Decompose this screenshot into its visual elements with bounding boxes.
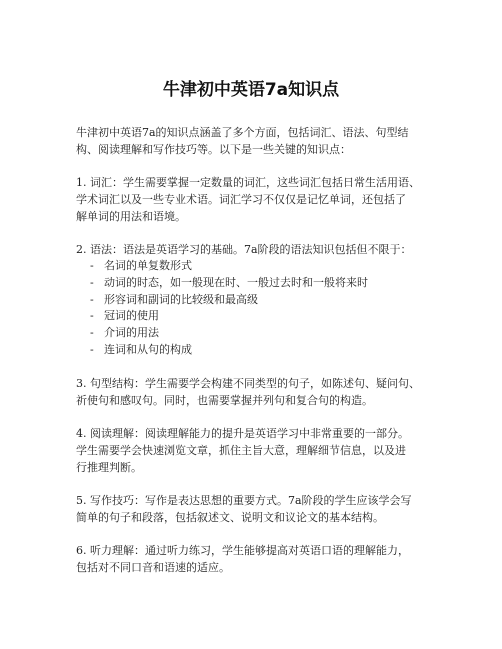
intro-paragraph xyxy=(76,124,436,158)
grammar-list xyxy=(76,258,436,359)
section-line: 3. 句型结构：学生需要学会构建不同类型的句子，如陈述句、疑问句、 xyxy=(76,376,420,390)
section-line: 5. 写作技巧：写作是表达思想的重要方式。7a阶段的学生应该学会写 xyxy=(76,493,412,507)
section-line: 2. 语法：语法是英语学习的基础。7a阶段的语法知识包括但不限于： xyxy=(76,243,412,256)
list-item xyxy=(90,325,436,342)
section-reading xyxy=(76,425,436,476)
section-line: 包括对不同口音和语速的适应。 xyxy=(76,560,230,574)
list-item xyxy=(90,308,436,325)
section-line: 4. 阅读理解：阅读理解能力的提升是英语学习中非常重要的一部分。 xyxy=(76,426,409,440)
list-marker: - xyxy=(90,275,94,289)
document-body xyxy=(76,124,436,592)
list-item-text: 形容词和副词的比较级和最高级 xyxy=(104,292,258,306)
section-sentence-structure xyxy=(76,375,436,409)
section-line: 学生需要学会快速浏览文章，抓住主旨大意，理解细节信息，以及进 xyxy=(76,443,406,457)
list-item xyxy=(90,275,436,292)
list-item xyxy=(90,292,436,309)
list-marker: - xyxy=(90,292,94,306)
section-line: 1. 词汇：学生需要掌握一定数量的词汇，这些词汇包括日常生活用语、 xyxy=(76,176,420,189)
section-line: 6. 听力理解：通过听力练习，学生能够提高对英语口语的理解能力， xyxy=(76,543,409,557)
section-line: 简单的句子和段落，包括叙述文、说明文和议论文的基本结构。 xyxy=(76,510,384,524)
section-writing xyxy=(76,492,436,526)
list-item xyxy=(90,258,436,275)
section-listening xyxy=(76,542,436,576)
list-item-text: 冠词的使用 xyxy=(104,309,159,323)
list-item-text: 连词和从句的构成 xyxy=(104,342,192,356)
list-marker: - xyxy=(90,309,94,323)
list-item-text: 介词的用法 xyxy=(104,326,159,340)
section-grammar xyxy=(76,241,436,258)
section-line: 解单词的用法和语境。 xyxy=(76,210,186,223)
intro-line: 牛津初中英语7a的知识点涵盖了多个方面，包括词汇、语法、句型结 xyxy=(76,126,409,139)
list-item xyxy=(90,342,436,359)
intro-line: 构、阅读理解和写作技巧等。以下是一些关键的知识点： xyxy=(76,143,351,156)
list-marker: - xyxy=(90,342,94,356)
section-vocabulary xyxy=(76,174,436,225)
document-title: 牛津初中英语7a知识点 xyxy=(162,80,340,100)
list-item-text: 动词的时态，如一般现在时、一般过去时和一般将来时 xyxy=(104,275,368,289)
section-line: 祈使句和感叹句。同时，也需要掌握并列句和复合句的构造。 xyxy=(76,393,373,407)
list-item-text: 名词的单复数形式 xyxy=(104,259,192,272)
list-marker: - xyxy=(90,326,94,340)
list-marker: - xyxy=(90,259,94,272)
section-line: 行推理判断。 xyxy=(76,460,142,474)
section-line: 学术词汇以及一些专业术语。词汇学习不仅仅是记忆单词，还包括了 xyxy=(76,193,406,206)
